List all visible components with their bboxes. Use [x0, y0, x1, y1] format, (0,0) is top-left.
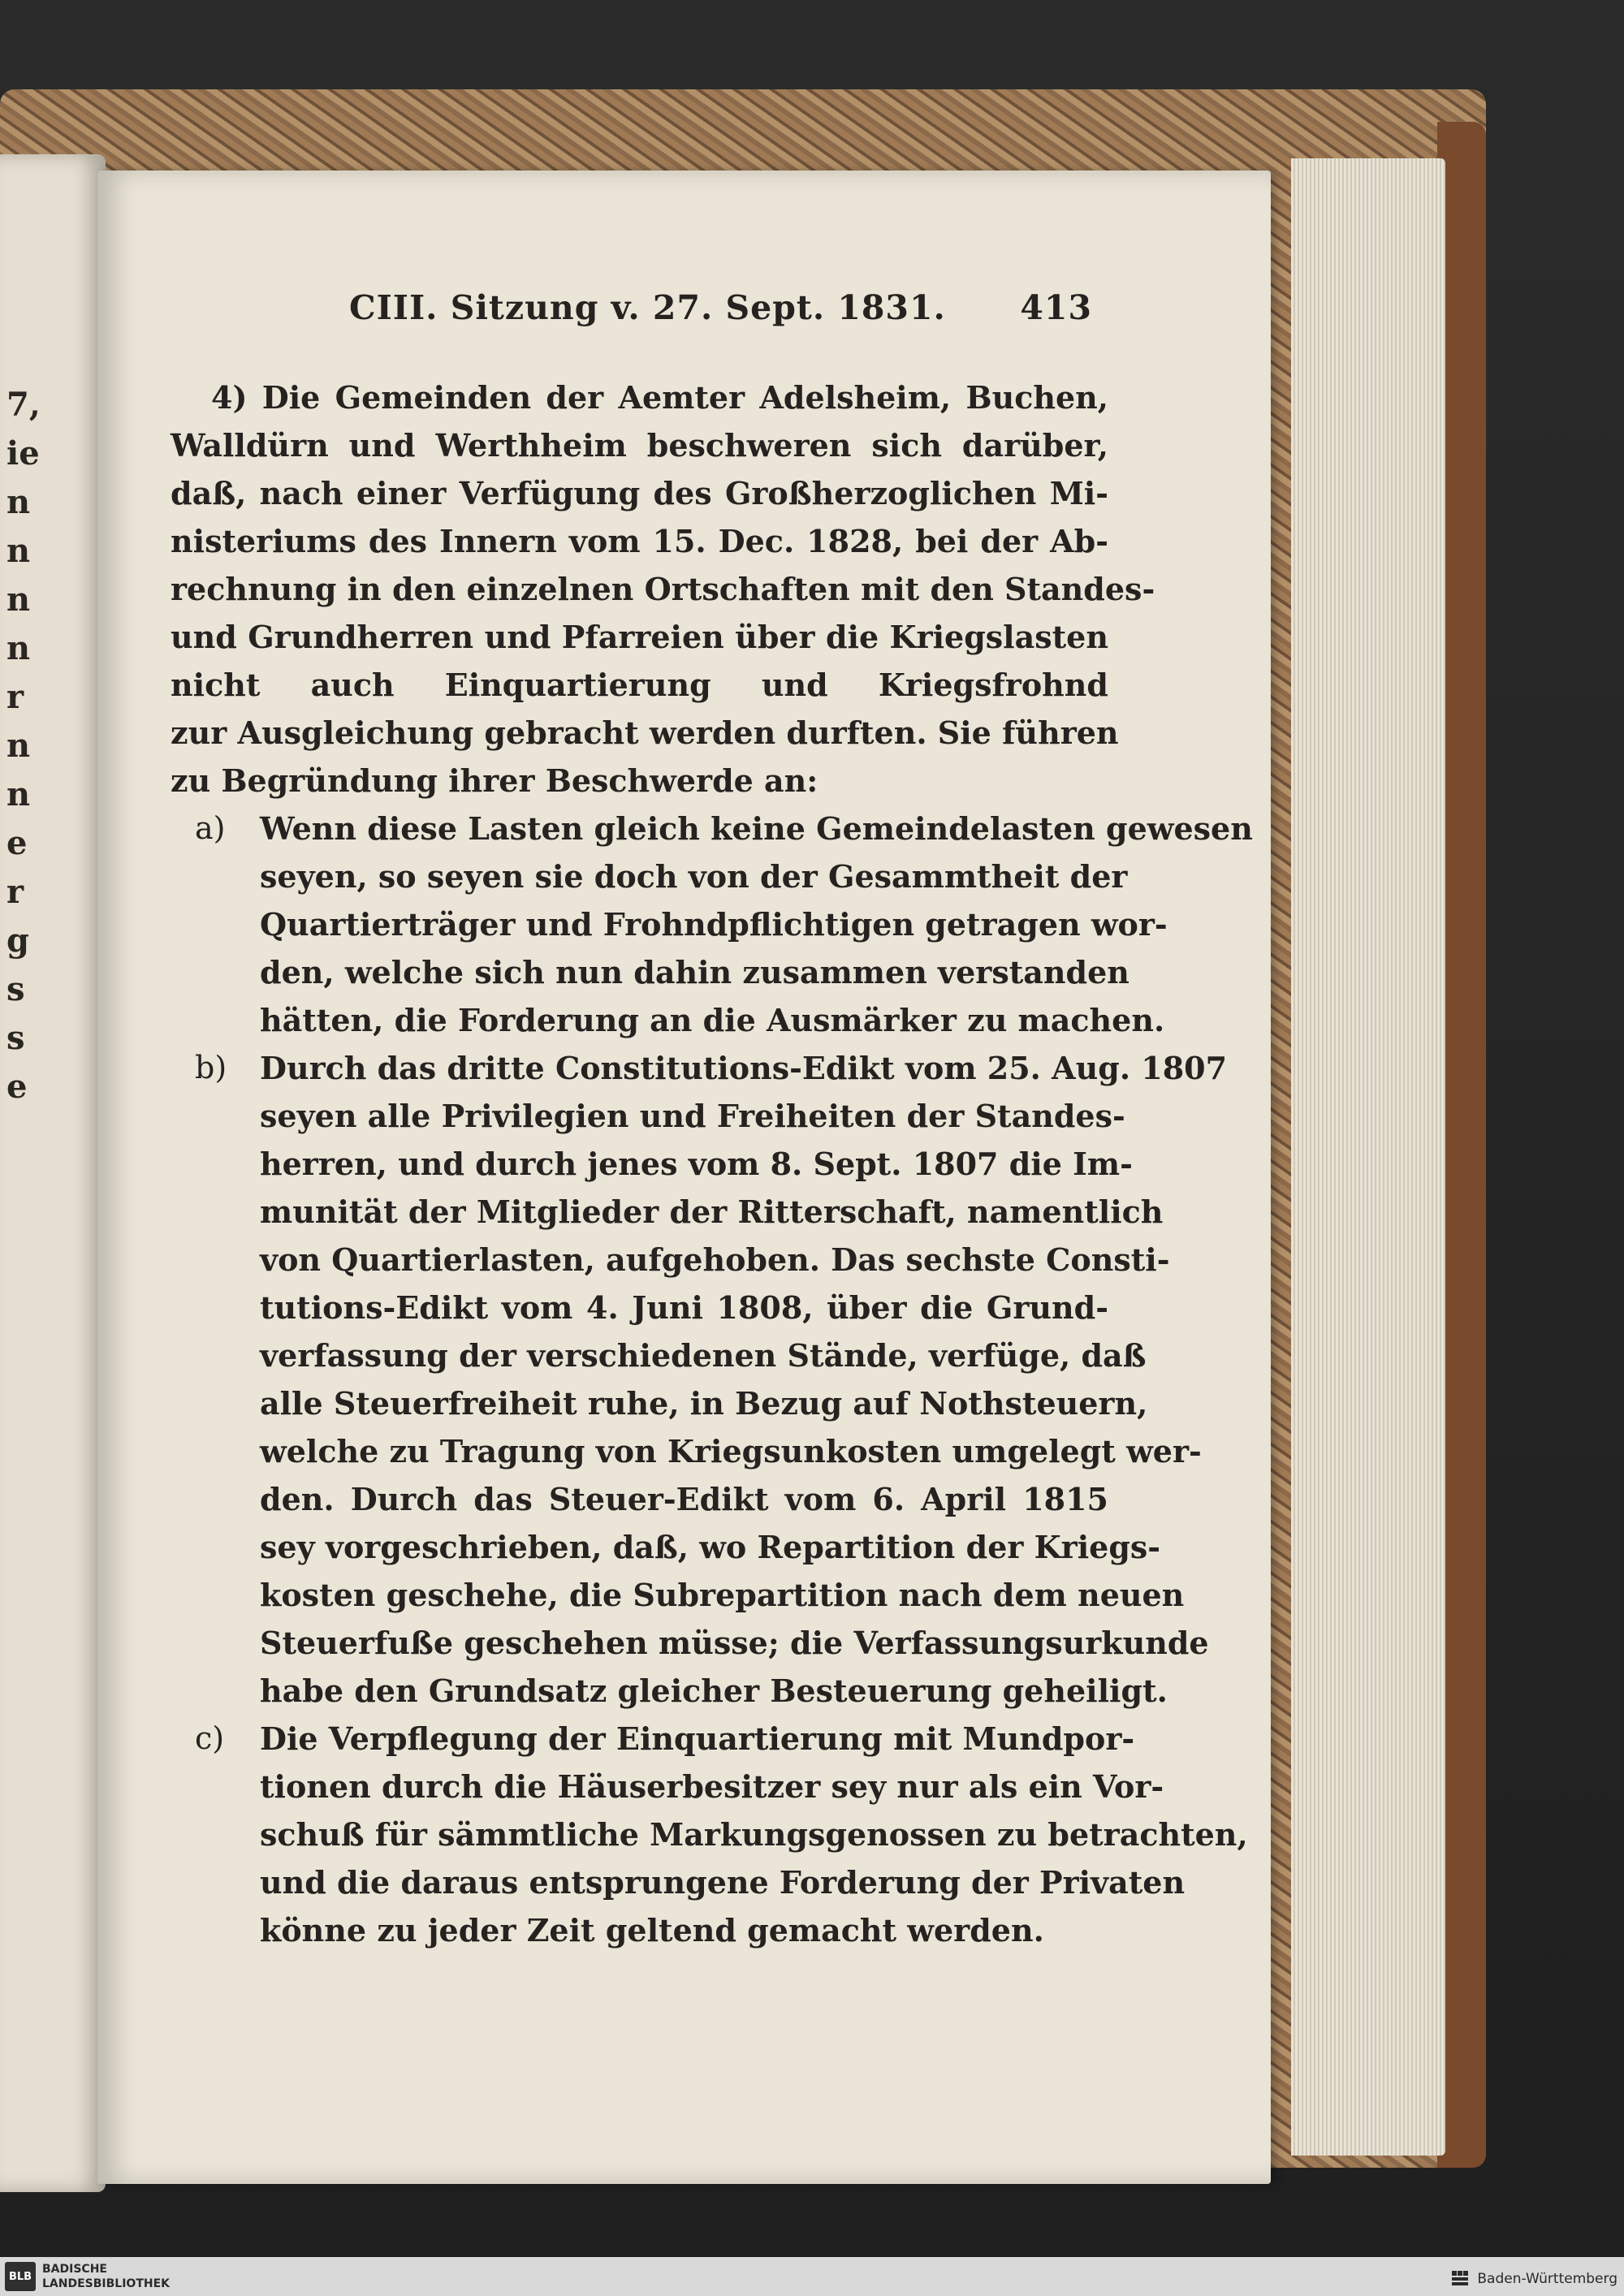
coat-of-arms-icon	[1449, 2268, 1471, 2290]
page-title: CIII. Sitzung v. 27. Sept. 1831.	[349, 288, 946, 327]
margin-letter: e	[6, 824, 28, 862]
list-label: b)	[195, 1050, 227, 1085]
institution-line: BADISCHE	[42, 2263, 107, 2276]
margin-letter: s	[6, 1019, 25, 1057]
text-line: Walldürn und Werthheim beschweren sich darüber,	[171, 427, 1108, 464]
margin-letter: n	[6, 483, 31, 521]
list-item	[171, 805, 1253, 852]
margin-letter: g	[6, 921, 29, 960]
text-line: Durch das dritte Constitutions-Edikt vom 25. Aug. 1807	[260, 1050, 1228, 1086]
text-line: und Grundherren und Pfarreien über die Kriegslasten	[171, 619, 1108, 655]
text-line: verfassung der verschiedenen Stände, verfüge, daß	[260, 1337, 1147, 1374]
list-item	[171, 1715, 1135, 1763]
text-line: habe den Grundsatz gleicher Besteuerung geheiligt.	[260, 1672, 1168, 1709]
list-label: c)	[195, 1720, 225, 1756]
margin-letter: n	[6, 629, 31, 667]
institution-line: LANDESBIBLIOTHEK	[42, 2277, 171, 2290]
text-line: Wenn diese Lasten gleich keine Gemeindelasten gewesen	[260, 810, 1253, 847]
list-label: a)	[195, 810, 226, 846]
text-line: 4) Die Gemeinden der Aemter Adelsheim, Buchen,	[211, 379, 1108, 416]
list-item	[171, 1044, 1228, 1092]
text-line: rechnung in den einzelnen Ortschaften mit den Standes-	[171, 571, 1155, 607]
text-line: alle Steuerfreiheit ruhe, in Bezug auf Nothsteuern,	[260, 1385, 1148, 1422]
margin-letter: n	[6, 580, 31, 619]
blb-logo[interactable]: BLB	[5, 2262, 36, 2291]
page-stack	[1291, 158, 1445, 2156]
page-number: 413	[1020, 288, 1092, 327]
margin-letter: n	[6, 775, 31, 814]
text-line: daß, nach einer Verfügung des Großherzoglichen Mi-	[171, 475, 1108, 511]
margin-letter: n	[6, 727, 31, 765]
margin-letter: r	[6, 873, 24, 911]
text-line: und die daraus entsprungene Forderung der Privaten	[260, 1864, 1186, 1901]
text-line: seyen, so seyen sie doch von der Gesammtheit der	[260, 858, 1128, 895]
running-header	[349, 288, 1092, 327]
text-line: schuß für sämmtliche Markungsgenossen zu betrachten,	[260, 1816, 1248, 1853]
text-line: tionen durch die Häuserbesitzer sey nur als ein Vor-	[260, 1768, 1164, 1805]
text-line: den, welche sich nun dahin zusammen verstanden	[260, 954, 1129, 990]
margin-letter: e	[6, 1068, 28, 1106]
footer-bar	[0, 2257, 1624, 2296]
text-line: zu Begründung ihrer Beschwerde an:	[171, 762, 818, 799]
text-line: Steuerfuße geschehen müsse; die Verfassungsurkunde	[260, 1625, 1209, 1661]
text-line: nisteriums des Innern vom 15. Dec. 1828, bei der Ab-	[171, 523, 1108, 559]
margin-letter: 7,	[6, 386, 41, 424]
text-line: Quartierträger und Frohndpflichtigen getragen wor-	[260, 906, 1168, 943]
state-badge[interactable]	[1449, 2268, 1618, 2290]
text-line: sey vorgeschrieben, daß, wo Repartition der Kriegs-	[260, 1529, 1161, 1565]
text-line: seyen alle Privilegien und Freiheiten der Standes-	[260, 1098, 1125, 1134]
text-line: herren, und durch jenes vom 8. Sept. 1807 die Im-	[260, 1146, 1133, 1182]
text-line: welche zu Tragung von Kriegsunkosten umgelegt wer-	[260, 1433, 1202, 1470]
text-line: tutions-Edikt vom 4. Juni 1808, über die Grund-	[260, 1289, 1108, 1326]
margin-letter: ie	[6, 434, 40, 473]
margin-letter: n	[6, 532, 31, 570]
text-line: von Quartierlasten, aufgehoben. Das sechste Consti-	[260, 1241, 1170, 1278]
margin-letter: r	[6, 678, 24, 716]
body-text	[171, 373, 1253, 1954]
text-line: nicht auch Einquartierung und Kriegsfrohnd	[171, 667, 1108, 703]
text-line: kosten geschehe, die Subrepartition nach dem neuen	[260, 1577, 1185, 1613]
text-line: Die Verpflegung der Einquartierung mit Mundpor-	[260, 1720, 1135, 1757]
text-line: könne zu jeder Zeit geltend gemacht werden.	[260, 1912, 1044, 1949]
institution-name	[42, 2262, 170, 2291]
text-line: munität der Mitglieder der Ritterschaft, namentlich	[260, 1193, 1164, 1230]
text-line: den. Durch das Steuer-Edikt vom 6. April 1815	[260, 1481, 1108, 1517]
text-line: hätten, die Forderung an die Ausmärker zu machen.	[260, 1002, 1165, 1038]
state-name: Baden-Württemberg	[1477, 2271, 1618, 2287]
left-page	[0, 154, 106, 2192]
margin-letter: s	[6, 970, 25, 1008]
text-line: zur Ausgleichung gebracht werden durften. Sie führen	[171, 714, 1119, 751]
